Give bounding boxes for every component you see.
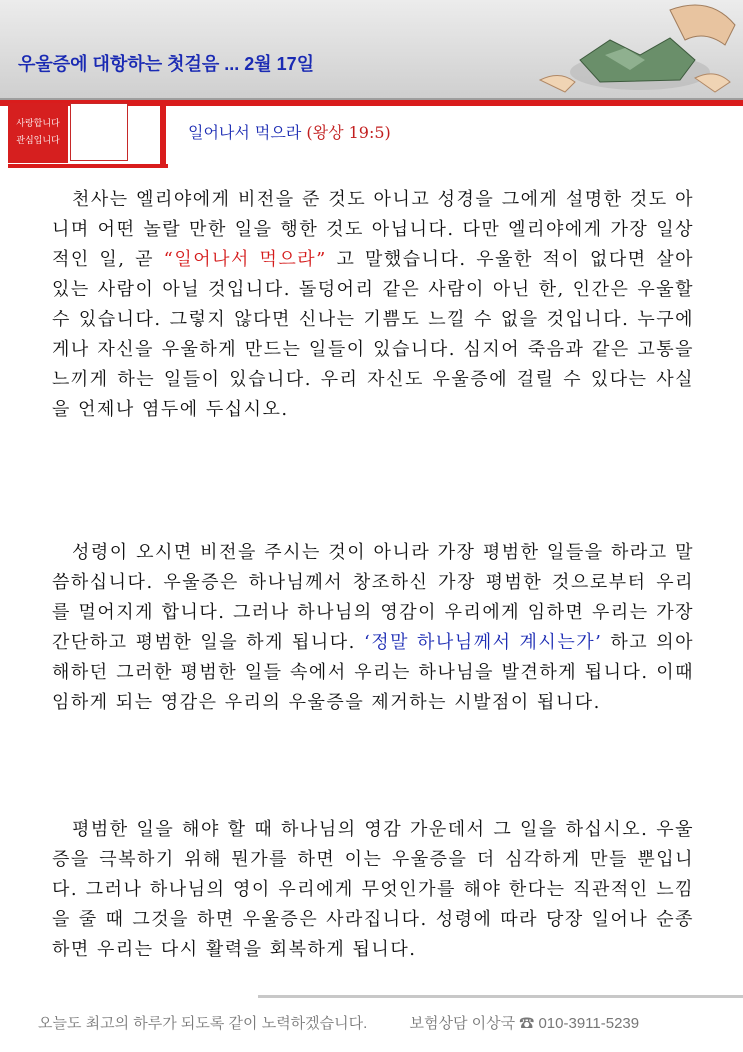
verse-heading — [188, 120, 391, 143]
paragraph-2-quote: ‘정말 하나님께서 계시는가’ — [363, 632, 603, 653]
paragraph-3 — [52, 815, 694, 965]
side-photo-box — [70, 103, 128, 161]
footer-motto: 오늘도 최고의 하루가 되도록 같이 노력하겠습니다. — [38, 1015, 368, 1032]
footer-contact — [409, 1015, 639, 1032]
paragraph-1 — [52, 185, 694, 425]
footer-divider — [258, 995, 743, 998]
paragraph-1-quote: “일어나서 먹으라” — [163, 249, 327, 270]
side-tag-line2: 관심입니다 — [16, 136, 60, 146]
verse-text: 일어나서 먹으라 — [188, 123, 302, 142]
side-tag-line1: 사랑합니다 — [16, 119, 60, 129]
paragraph-1-text-a: 천사는 엘리야에게 비전을 준 것도 아니고 성경을 그에게 설명한 것도 아니며 어떤 놀랄 만한 일을 행한 것도 아닙니다. 다만 엘리야에게 가장 일상적인 일, 곧 — [52, 189, 694, 270]
page-title: 우울증에 대항하는 첫걸음 ... 2월 17일 — [18, 54, 315, 74]
paragraph-2 — [52, 538, 694, 718]
footer-phone: 010-3911-5239 — [538, 1015, 640, 1032]
red-horizontal-bar — [8, 164, 168, 168]
footer-contact-label: 보험상담 이상국 — [409, 1015, 516, 1032]
header-bar — [0, 0, 743, 100]
cracked-egg-illustration — [520, 0, 743, 100]
side-tag — [8, 103, 68, 163]
red-vertical-bar — [160, 103, 166, 167]
paragraph-1-text-b: 고 말했습니다. 우울한 적이 없다면 살아 있는 사람이 아닐 것입니다. 돌덩어리 같은 사람이 아닌 한, 인간은 우울할 수 있습니다. 그렇지 않다면 신나는 기쁨도 느낄 수 없을 것입니다. 누구에게나 자신을 우울하게 만드는 일들이 있습니다. 심지어 죽음과 같은 고통을 느끼게 하는 일들이 있습니다. 우리 자신도 우울증에 걸릴 수 있다는 사실을 언제나 염두에 두십시오. — [52, 249, 694, 420]
phone-icon: ☎ — [519, 1015, 535, 1032]
verse-reference: (왕상 19:5) — [306, 123, 391, 142]
paragraph-3-text: 평범한 일을 해야 할 때 하나님의 영감 가운데서 그 일을 하십시오. 우울증을 극복하기 위해 뭔가를 하면 이는 우울증을 더 심각하게 만들 뿐입니다. 그러나 하나님의 영이 우리에게 무엇인가를 해야 한다는 직관적인 느낌을 줄 때 그것을 하면 우울증은 사라집니다. 성령에 따라 당장 일어나 순종하면 우리는 다시 활력을 회복하게 됩니다. — [52, 819, 694, 960]
footer — [38, 1012, 639, 1033]
paragraph-2-text-a: 성령이 오시면 비전을 주시는 것이 아니라 가장 평범한 일들을 하라고 말씀하십니다. 우울증은 하나님께서 창조하신 가장 평범한 것으로부터 우리를 멀어지게 합니다. 그러나 하나님의 영감이 우리에게 임하면 우리는 가장 간단하고 평범한 일을 하게 됩니다. — [52, 542, 694, 653]
paragraph-2-text-b: 하고 의아해하던 그러한 평범한 일들 속에서 우리는 하나님을 발견하게 됩니다. 이때 임하게 되는 영감은 우리의 우울증을 제거하는 시발점이 됩니다. — [52, 632, 695, 713]
